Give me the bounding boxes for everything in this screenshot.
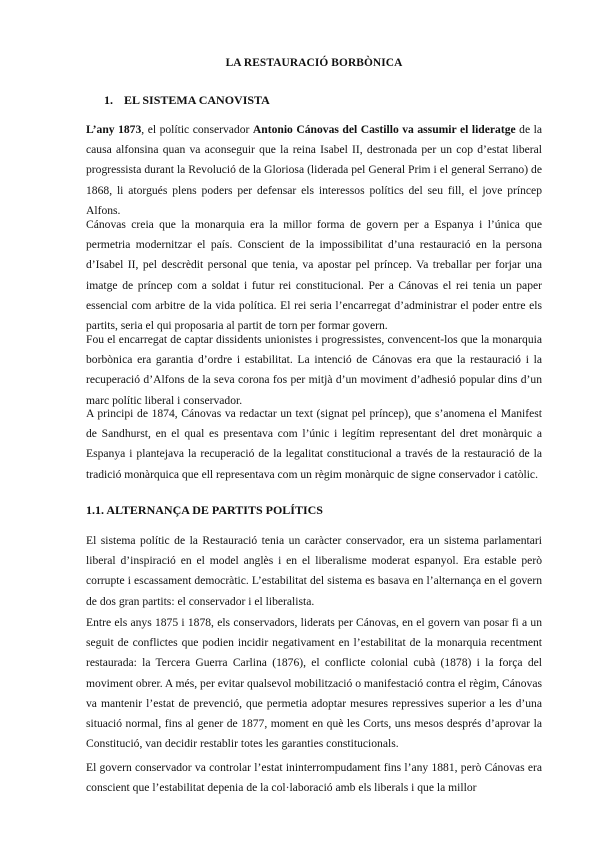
paragraph-7: El govern conservador va controlar l’estat ininterrompudament fins l’any 1881, però Cánovas era conscient que l’estabilitat depenia de la col·laboració amb els liberals i que la millor <box>86 761 542 795</box>
paragraph-1-text-a: , el polític conservador <box>141 123 253 136</box>
section-heading-text: EL SISTEMA CANOVISTA <box>124 93 270 107</box>
paragraph-4: A principi de 1874, Cánovas va redactar un text (signat pel príncep), que s’anomena el Manifest de Sandhurst, en el qual es presentava com l’únic i legítim representant del dret monàrquic a Espanya i plantejava la recuperació de la legalitat constitucional a través de la restauració de la tradició monàrquica que ell representava com un règim monàrquic de signe conservador i catòlic. <box>86 407 542 481</box>
paragraph-1-bold-year: L’any 1873 <box>86 123 142 136</box>
paragraph-2: Cánovas creia que la monarquia era la millor forma de govern per a Espanya i l’única que permetria modernitzar el país. Conscient de la impossibilitat d’una restauració en la persona d’Isabel II, pel descrèdit personal que tenia, va apostar pel príncep. Va treballar per forjar una imatge de príncep com a soldat i futur rei constitucional. Per a Cánovas el rei tenia un paper essencial com arbitre de la vida política. El rei seria l’encarregat d’administrar el poder entre els partits, seria el qui proposaria al partit de torn per formar govern. <box>86 218 542 333</box>
paragraph-1-text-b: de la causa alfonsina quan va aconseguir que la reina Isabel II, destronada per un cop d’estat liberal progressista durant la Revolució de la Gloriosa (liderada pel General Prim i el general Serrano) de 1868, li atorgués plens poders per defensar els interessos polítics del seu fill, el jove príncep Alfons. <box>86 123 542 217</box>
section-heading-1 <box>104 93 270 108</box>
paragraph-5: El sistema polític de la Restauració tenia un caràcter conservador, era un sistema parlamentari liberal d’inspiració en el model anglès i en el liberalisme moderat espanyol. Era estable però corrupte i escassament democràtic. L’estabilitat del sistema es basava en l’alternança en el govern de dos gran partits: el conservador i el liberalista. <box>86 534 542 608</box>
section-number: 1. <box>104 93 113 107</box>
paragraph-1 <box>86 120 542 221</box>
paragraph-1-bold-name: Antonio Cánovas del Castillo va assumir el lideratge <box>252 123 516 136</box>
paragraph-6: Entre els anys 1875 i 1878, els conservadors, liderats per Cánovas, en el govern van posar fi a un seguit de conflictes que podien incidir negativament en l’estabilitat de la monarquia recentment restaurada: la Tercera Guerra Carlina (1876), el conflicte colonial cubà (1878) i la força del moviment obrer. A més, per evitar qualsevol mobilització o manifestació contra el règim, Cánovas va mantenir l’estat de prevenció, que permetia adoptar mesures repressives superior a les d’una situació normal, fins al gener de 1877, moment en què les Corts, uns mesos després d’aprovar la Constitució, van decidir restablir totes les garanties constitucionals. <box>86 616 542 751</box>
section-heading-1-1: 1.1. ALTERNANÇA DE PARTITS POLÍTICS <box>86 503 323 517</box>
page-title: LA RESTAURACIÓ BORBÒNICA <box>225 57 403 69</box>
paragraph-3: Fou el encarregat de captar dissidents unionistes i progressistes, convencent-los que la monarquia borbònica era garantia d’ordre i estabilitat. La intenció de Cánovas era que la restauració i la recuperació d’Alfons de la seva corona fos per mitjà d’un moviment d’adhesió popular dins d’un marc polític liberal i conservador. <box>86 333 542 407</box>
